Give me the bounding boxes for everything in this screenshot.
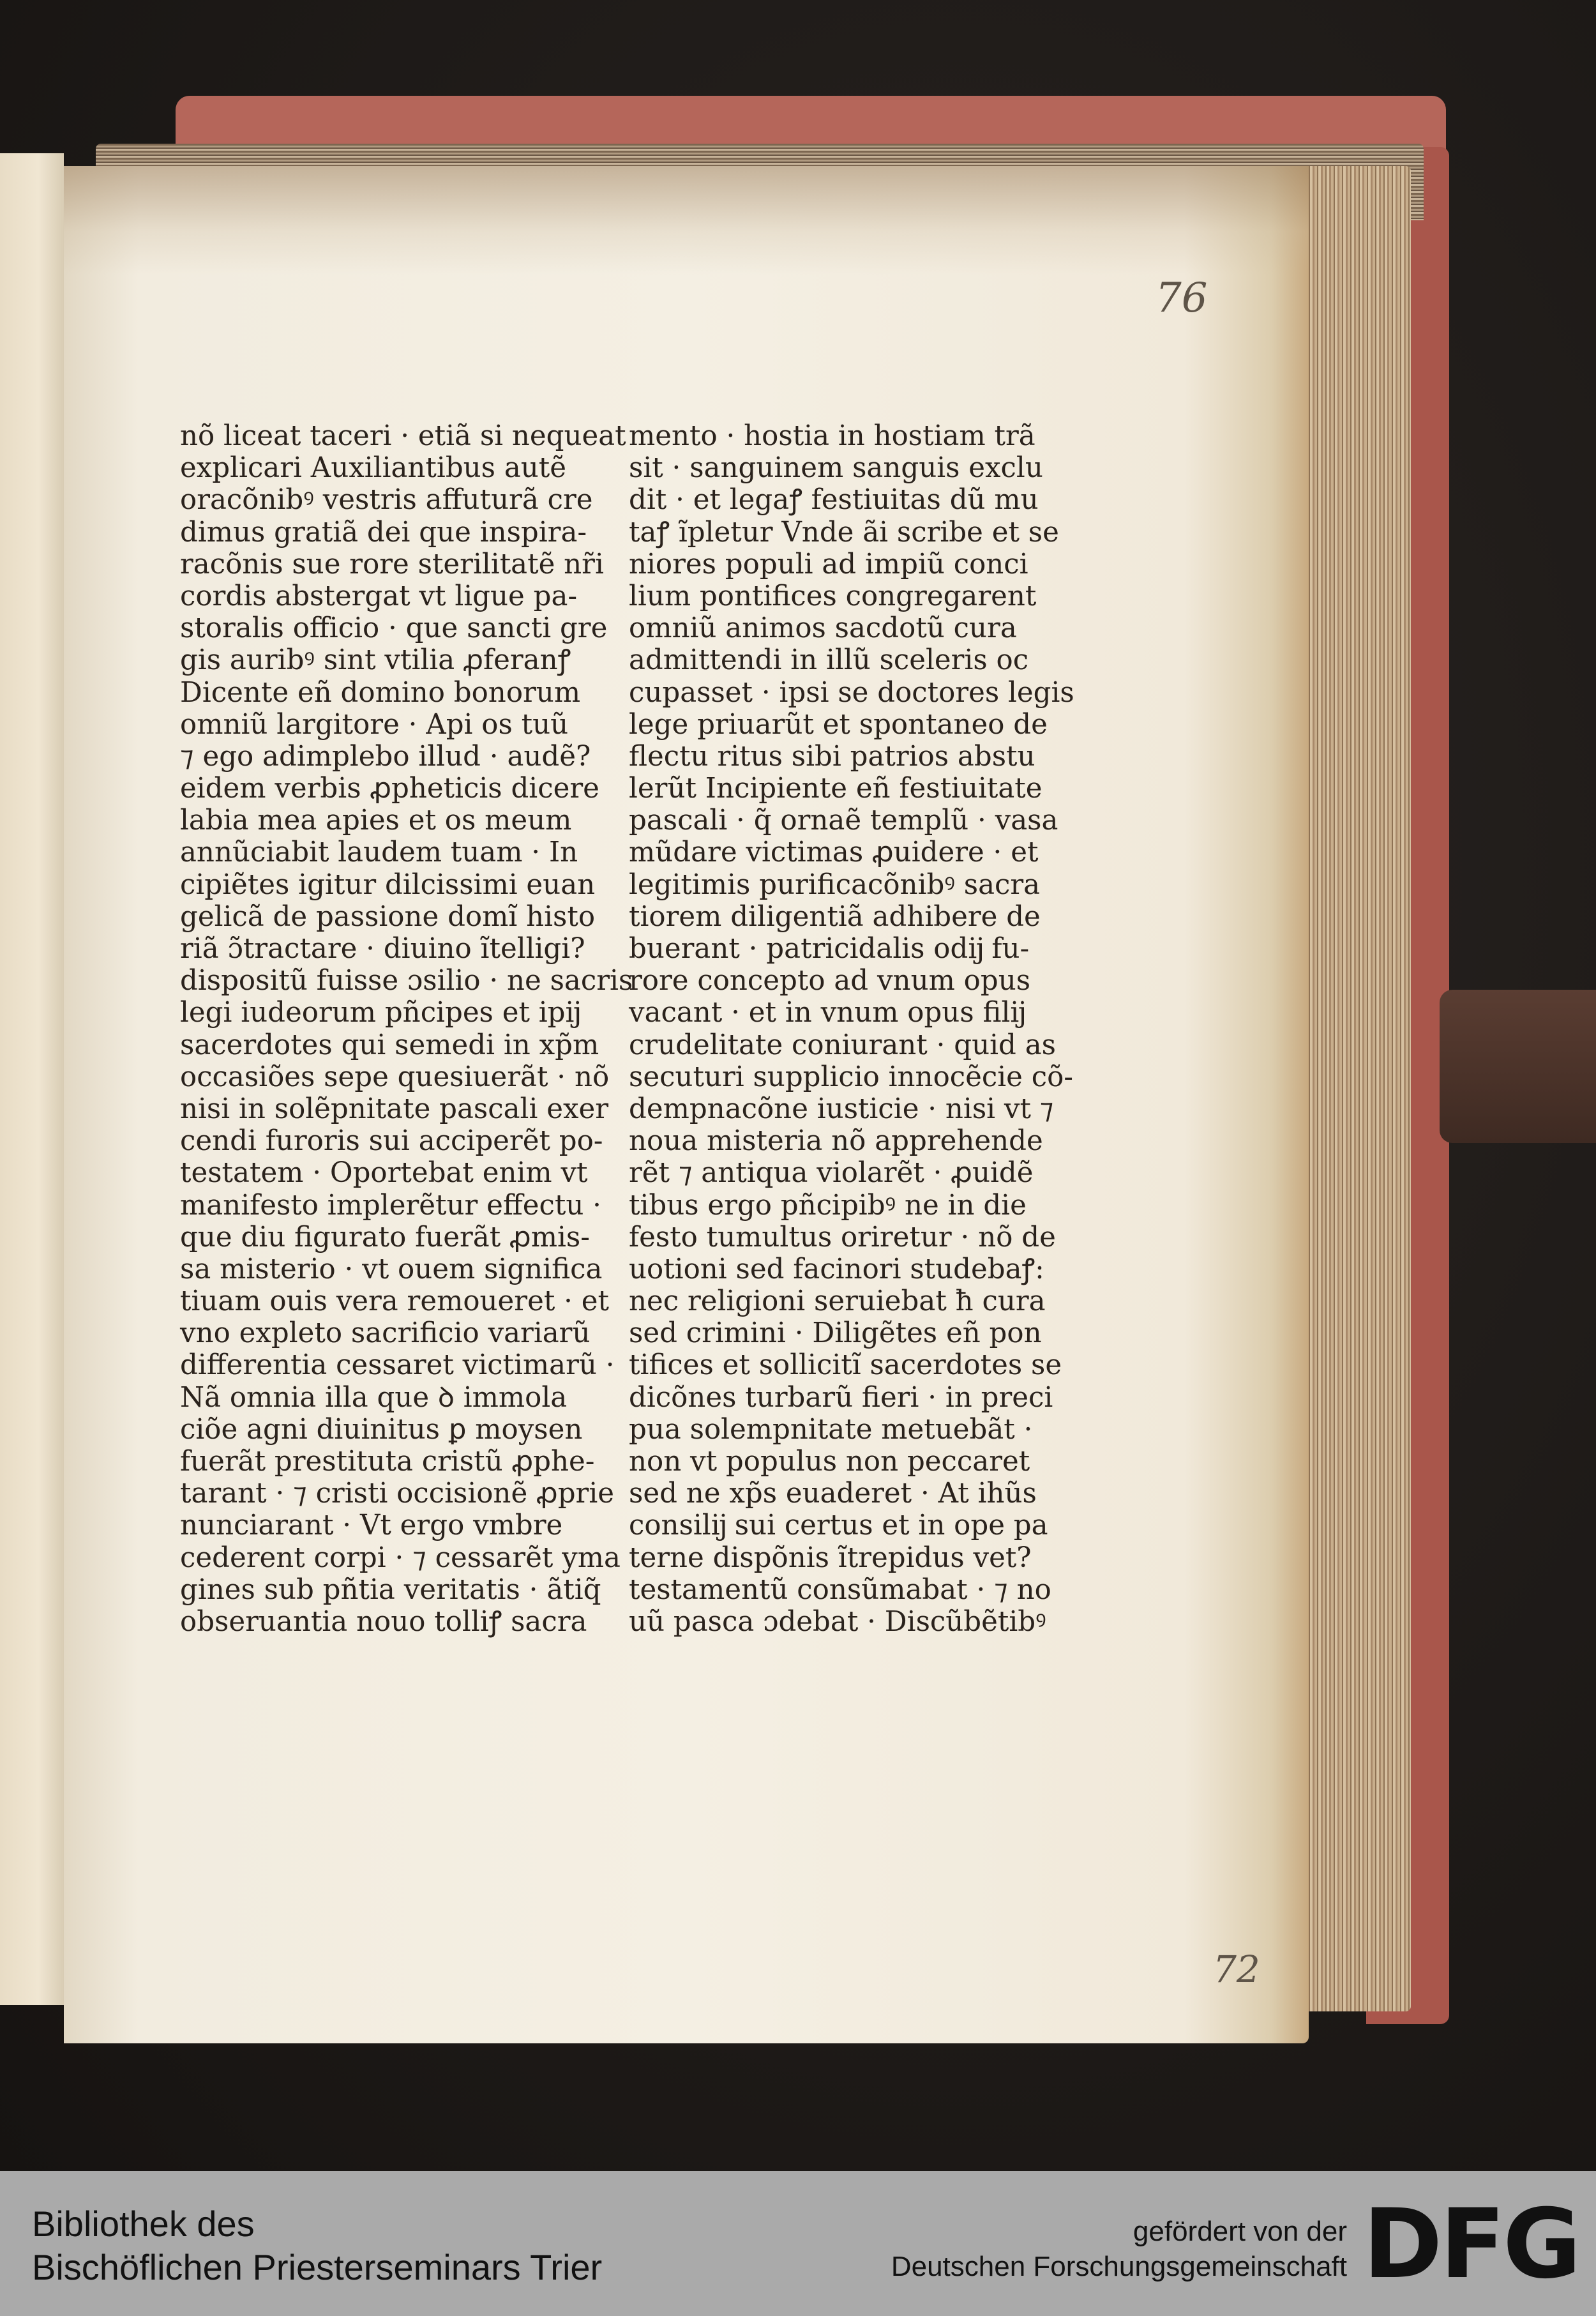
- text-line: omniũ largitore · Api os tuũ: [180, 708, 569, 741]
- text-line: cendi furoris sui acciperẽt po-: [180, 1125, 603, 1158]
- text-line: uotioni sed facinori studebaꝭ:: [629, 1253, 1044, 1285]
- text-line: gines sub pñtia veritatis · ãtiq̃: [180, 1573, 601, 1606]
- text-line: annũciabit laudem tuam · In: [180, 836, 578, 869]
- text-line: storalis officio · que sancti gre: [180, 612, 608, 645]
- text-line: occasiões sepe quesiuerãt · nõ: [180, 1061, 610, 1093]
- text-line: Nã omnia illa que ꝺ immola: [180, 1381, 568, 1414]
- text-line: cipiẽtes igitur dilcissimi euan: [180, 868, 596, 901]
- text-line: fuerãt prestituta cristũ ꝓphe-: [180, 1446, 595, 1478]
- text-line: dimus gratiã dei que inspira-: [180, 516, 587, 549]
- text-line: labia mea apies et os meum: [180, 805, 572, 837]
- text-line: taꝭ ĩpletur Vnde ãi scribe et se: [629, 516, 1059, 549]
- text-line: sacerdotes qui semedi in xp̃m: [180, 1029, 599, 1061]
- text-line: pascali · q̃ ornaẽ templũ · vasa: [629, 805, 1058, 837]
- text-line: mũdare victimas ꝓuidere · et: [629, 836, 1039, 869]
- page-block-side-edges: [1296, 166, 1411, 2011]
- text-line: manifesto implerẽtur effectu ·: [180, 1189, 601, 1222]
- text-line: omniũ animos sacdotũ cura: [629, 612, 1017, 645]
- text-line: gis auribꝰ sint vtilia ꝓferanꝭ: [180, 644, 571, 677]
- text-line: uũ pasca ɔdebat · Discũbẽtibꝰ: [629, 1605, 1046, 1638]
- text-line: dit · et legaꝭ festiuitas dũ mu: [629, 484, 1039, 517]
- text-line: tibus ergo pñcipibꝰ ne in die: [629, 1189, 1027, 1222]
- text-line: eidem verbis ꝓpheticis dicere: [180, 773, 599, 805]
- text-line: nisi in solẽpnitate pascali exer: [180, 1093, 609, 1125]
- text-line: testamentũ consũmabat · ⁊ no: [629, 1573, 1051, 1606]
- text-line: vacant · et in vnum opus filĳ: [629, 997, 1025, 1029]
- text-line: cupasset · ipsi se doctores legis: [629, 676, 1074, 709]
- text-line: crudelitate coniurant · quid as: [629, 1029, 1056, 1061]
- text-line: noua misteria nõ apprehende: [629, 1125, 1043, 1158]
- text-line: tifices et sollicitĩ sacerdotes se: [629, 1349, 1062, 1382]
- text-line: tiorem diligentiã adhibere de: [629, 900, 1041, 933]
- text-line: gelicã de passione domĩ histo: [180, 900, 596, 933]
- text-line: mento · hostia in hostiam trã: [629, 420, 1035, 452]
- text-line: tiuam ouis vera remoueret · et: [180, 1285, 610, 1318]
- right-text-column: [629, 420, 1074, 1638]
- signature-mark: 72: [1213, 1948, 1260, 1991]
- text-line: vno expleto sacrificio variarũ: [180, 1317, 591, 1350]
- text-line: niores populi ad impiũ conci: [629, 548, 1028, 580]
- text-line: cederent corpi · ⁊ cessarẽt yma: [180, 1541, 621, 1574]
- text-line: rore concepto ad vnum opus: [629, 965, 1031, 997]
- library-name-line1: Bibliothek des: [32, 2204, 255, 2244]
- text-line: ciõe agni diuinitus ꝑ moysen: [180, 1413, 583, 1446]
- folio-number: 76: [1156, 275, 1208, 322]
- text-line: testatem · Oportebat enim vt: [180, 1157, 588, 1190]
- text-line: flectu ritus sibi patrios abstu: [629, 740, 1035, 773]
- text-line: legi iudeorum pñcipes et ipĳ: [180, 997, 580, 1029]
- text-line: terne dispõnis ĩtrepidus vet?: [629, 1541, 1032, 1574]
- text-line: que diu figurato fuerãt ꝓmis-: [180, 1221, 590, 1253]
- facing-page-edge: [0, 153, 64, 2005]
- text-line: buerant · patricidalis odĳ fu-: [629, 933, 1030, 965]
- text-line: consilĳ sui certus et in ope pa: [629, 1510, 1048, 1542]
- text-line: pua solempnitate metuebãt ·: [629, 1413, 1033, 1446]
- text-line: dempnacõne iusticie · nisi vt ⁊: [629, 1093, 1054, 1125]
- leather-strap: [1440, 990, 1596, 1143]
- text-line: sed ne xp̃s euaderet · At ihũs: [629, 1478, 1037, 1510]
- text-line: festo tumultus oriretur · nõ de: [629, 1221, 1056, 1253]
- text-line: sa misterio · vt ouem significa: [180, 1253, 603, 1285]
- text-line: rẽt ⁊ antiqua violarẽt · ꝓuidẽ: [629, 1157, 1034, 1190]
- text-line: sit · sanguinem sanguis exclu: [629, 452, 1043, 485]
- text-line: cordis abstergat vt ligue pa-: [180, 580, 578, 612]
- library-name-line2: Bischöflichen Priesterseminars Trier: [32, 2247, 603, 2287]
- text-line: non vt populus non peccaret: [629, 1446, 1030, 1478]
- dfg-logo: DFG: [1363, 2189, 1579, 2300]
- text-line: lerũt Incipiente eñ festiuitate: [629, 773, 1043, 805]
- text-line: secuturi supplicio innocẽcie cõ-: [629, 1061, 1073, 1093]
- left-text-column: [180, 420, 633, 1638]
- funding-line1: gefördert von der: [1133, 2216, 1347, 2247]
- text-line: differentia cessaret victimarũ ·: [180, 1349, 615, 1382]
- text-line: admittendi in illũ sceleris oc: [629, 644, 1029, 677]
- text-line: lium pontifices congregarent: [629, 580, 1037, 612]
- funding-line2: Deutschen Forschungsgemeinschaft: [891, 2251, 1347, 2282]
- text-line: oracõnibꝰ vestris affuturã cre: [180, 484, 593, 517]
- text-line: Dicente eñ domino bonorum: [180, 676, 581, 709]
- text-line: nec religioni seruiebat ħ cura: [629, 1285, 1046, 1318]
- text-line: obseruantia nouo tolliꝭ sacra: [180, 1605, 587, 1638]
- text-line: nõ liceat taceri · etiã si nequeat: [180, 420, 626, 452]
- text-line: lege priuarũt et spontaneo de: [629, 708, 1048, 741]
- text-line: dicõnes turbarũ fieri · in preci: [629, 1381, 1053, 1414]
- text-line: sed crimini · Diligẽtes eñ pon: [629, 1317, 1042, 1350]
- text-line: nunciarant · Vt ergo vmbre: [180, 1510, 563, 1542]
- text-line: riã ɔ̃tractare · diuino ĩtelligi?: [180, 933, 585, 965]
- text-line: explicari Auxiliantibus autẽ: [180, 452, 567, 485]
- text-line: racõnis sue rore sterilitatẽ nr̃i: [180, 548, 604, 580]
- text-line: ⁊ ego adimplebo illud · audẽ?: [180, 740, 591, 773]
- text-line: tarant · ⁊ cristi occisionẽ ꝓprie: [180, 1478, 615, 1510]
- text-line: dispositũ fuisse ɔsilio · ne sacris: [180, 965, 633, 997]
- text-line: legitimis purificacõnibꝰ sacra: [629, 868, 1041, 901]
